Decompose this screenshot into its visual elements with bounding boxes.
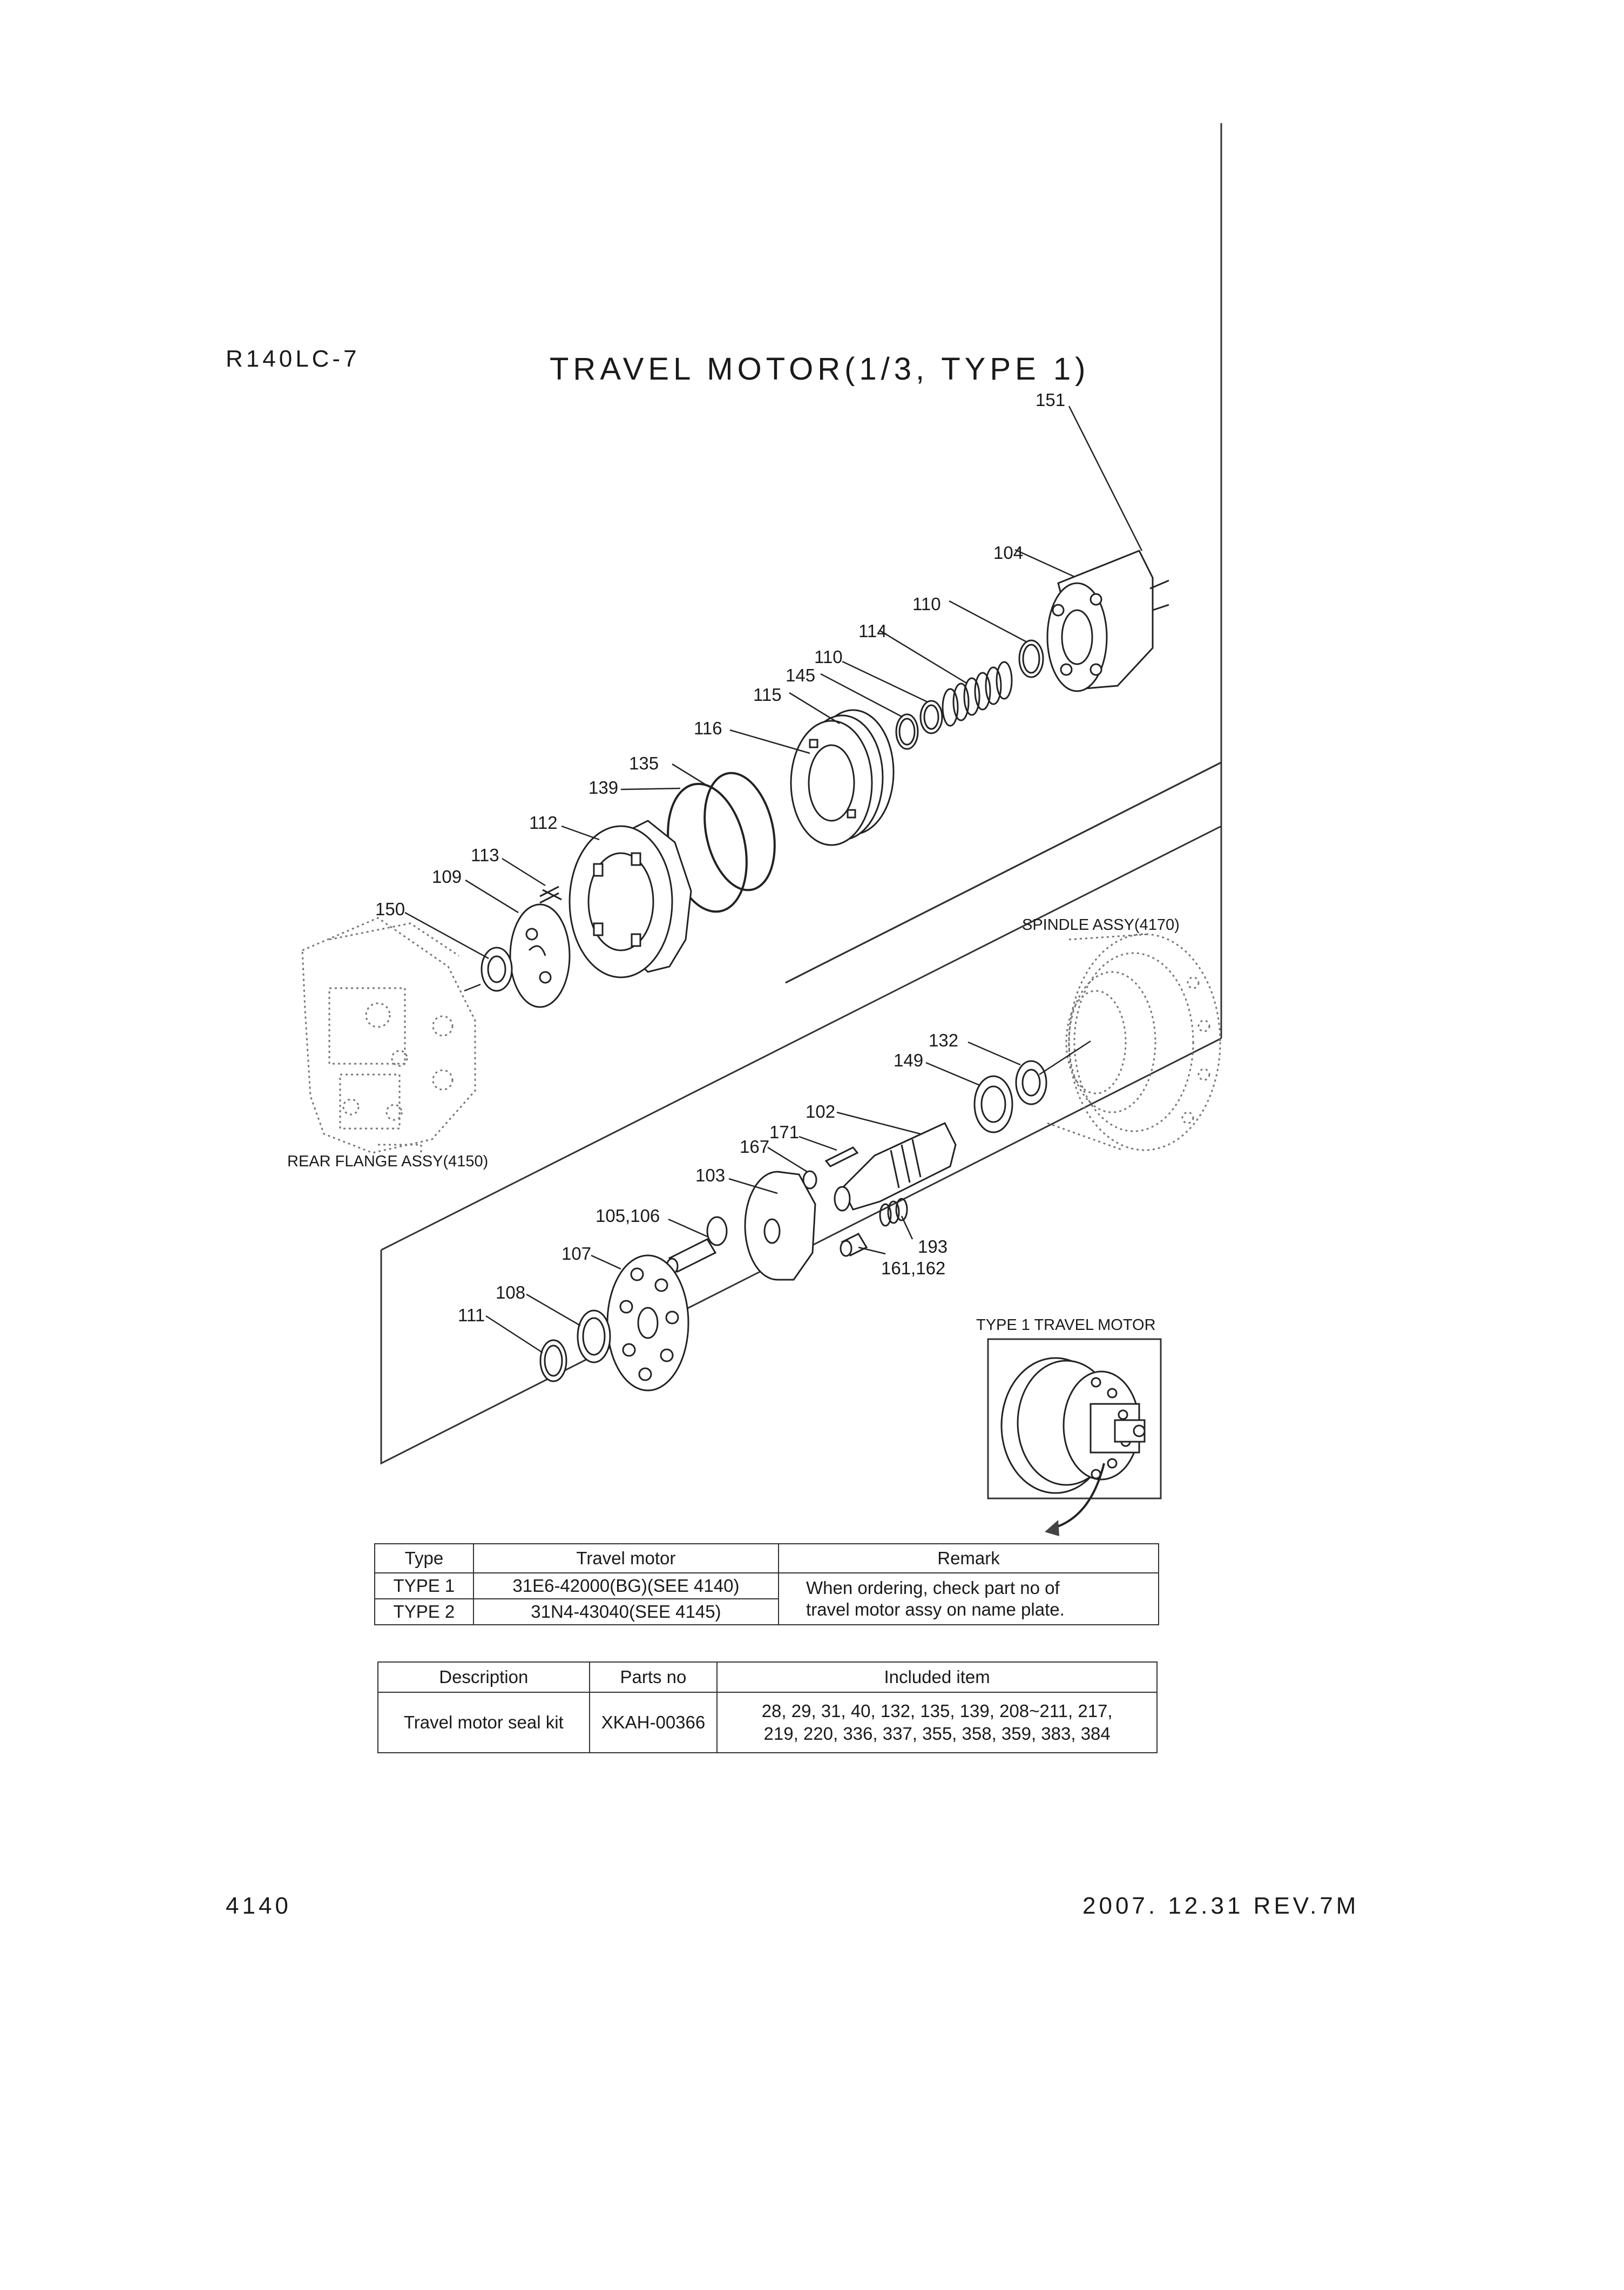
callout-149: 149 — [894, 1050, 924, 1070]
spindle-assy-ghost — [1047, 934, 1220, 1150]
page-number: 4140 — [226, 1893, 292, 1919]
callout-167: 167 — [740, 1137, 770, 1157]
callout-139: 139 — [588, 778, 619, 798]
part-102-shaft — [835, 1123, 956, 1211]
callout-161-162: 161,162 — [881, 1258, 946, 1278]
part-105-piston-shoe — [667, 1217, 727, 1274]
part-104-cylinder-block — [1047, 551, 1169, 691]
part-116-115-brake-plates — [791, 710, 894, 845]
spindle-assy-label: SPINDLE ASSY(4170) — [1022, 916, 1180, 934]
callout-114: 114 — [858, 621, 887, 641]
included-items-line-1: 28, 29, 31, 40, 132, 135, 139, 208~211, 217, — [761, 1701, 1113, 1721]
callout-113: 113 — [471, 845, 499, 865]
travel-motor-header: Travel motor — [473, 1544, 779, 1573]
model-code: R140LC-7 — [226, 346, 360, 372]
seal-kit-table — [377, 1661, 1158, 1753]
callout-104: 104 — [993, 543, 1024, 563]
callout-150: 150 — [375, 899, 405, 919]
type-header: Type — [375, 1544, 473, 1573]
callout-193: 193 — [918, 1237, 948, 1257]
part-110-shim — [1019, 640, 1043, 677]
table-row — [375, 1573, 1159, 1599]
callout-171: 171 — [769, 1122, 800, 1142]
part-113-spring — [540, 887, 561, 903]
part-171-pin — [826, 1147, 857, 1166]
callout-110: 110 — [912, 594, 941, 614]
part-110-shim-b — [921, 701, 942, 733]
included-item-cell — [717, 1692, 1157, 1753]
inset-travel-motor — [988, 1339, 1161, 1536]
rear-flange-assy-label: REAR FLANGE ASSY(4150) — [287, 1153, 489, 1170]
part-112-piston — [570, 821, 691, 977]
part-161-piston — [841, 1234, 867, 1256]
callout-135: 135 — [629, 753, 659, 773]
table-row — [378, 1692, 1157, 1753]
included-item-header: Included item — [717, 1662, 1157, 1692]
rear-flange-assy-ghost — [302, 918, 475, 1153]
remark-cell — [779, 1573, 1159, 1625]
callout-145: 145 — [786, 665, 816, 685]
callout-116: 116 — [694, 718, 722, 738]
callout-109: 109 — [432, 867, 462, 887]
remark-header: Remark — [779, 1544, 1159, 1573]
remark-line-1: When ordering, check part no of — [806, 1578, 1060, 1598]
callout-115: 115 — [753, 685, 782, 705]
parts-no-header: Parts no — [590, 1662, 718, 1692]
part-114-spring — [943, 662, 1012, 726]
part-111-ring — [540, 1340, 566, 1381]
part-149-bearing — [975, 1076, 1012, 1132]
part-107-retainer-plate — [607, 1255, 688, 1390]
revision-date: 2007. 12.31 REV.7M — [1082, 1893, 1359, 1919]
travel-motor-cell: 31E6-42000(BG)(SEE 4140) — [473, 1573, 779, 1599]
description-cell: Travel motor seal kit — [378, 1692, 590, 1753]
part-193-spring — [880, 1199, 907, 1226]
part-103-swash-plate — [745, 1172, 815, 1280]
callout-labels — [287, 390, 1180, 1334]
callout-110-b: 110 — [814, 647, 843, 667]
part-109-valve-plate — [510, 904, 570, 1007]
type-table — [374, 1543, 1159, 1625]
callout-102: 102 — [806, 1102, 836, 1122]
page-title: TRAVEL MOTOR(1/3, TYPE 1) — [550, 352, 1090, 387]
type-cell: TYPE 1 — [375, 1573, 473, 1599]
callout-105-106: 105,106 — [596, 1206, 660, 1226]
parts-no-cell: XKAH-00366 — [590, 1692, 718, 1753]
part-108-bushing — [578, 1310, 610, 1362]
callout-151: 151 — [1036, 390, 1066, 410]
inset-label: TYPE 1 TRAVEL MOTOR — [976, 1316, 1156, 1334]
part-145-ring — [896, 714, 918, 749]
callout-112: 112 — [529, 813, 558, 833]
callout-108: 108 — [496, 1282, 526, 1302]
travel-motor-cell: 31N4-43040(SEE 4145) — [473, 1599, 779, 1625]
description-header: Description — [378, 1662, 590, 1692]
part-150-bearing — [482, 948, 512, 991]
callout-107: 107 — [561, 1244, 592, 1264]
part-132-bearing — [1016, 1061, 1046, 1104]
callout-111: 111 — [458, 1305, 485, 1325]
callout-103: 103 — [695, 1165, 726, 1185]
remark-line-2: travel motor assy on name plate. — [806, 1599, 1065, 1619]
callout-132: 132 — [929, 1030, 959, 1050]
type-cell: TYPE 2 — [375, 1599, 473, 1625]
included-items-line-2: 219, 220, 336, 337, 355, 358, 359, 383, 384 — [763, 1724, 1111, 1744]
